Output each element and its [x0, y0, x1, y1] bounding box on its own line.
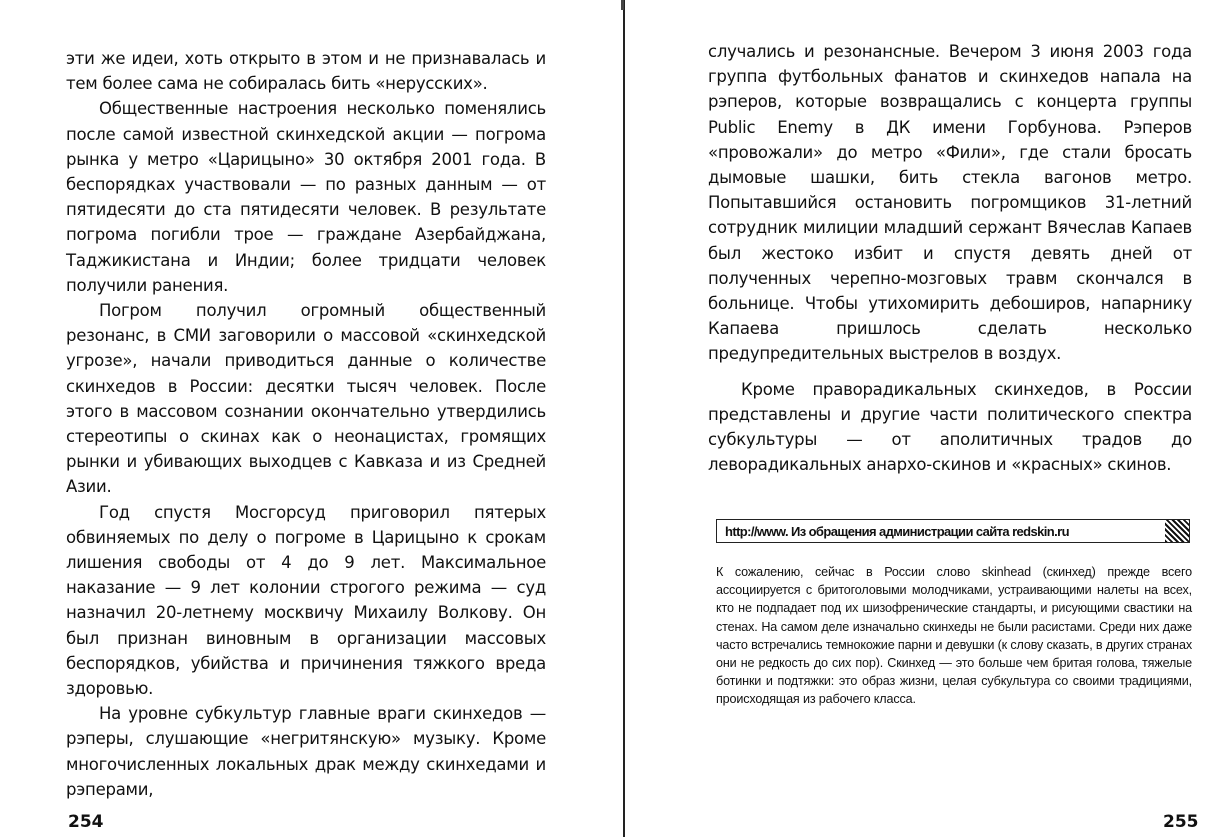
- quote-source-box: [716, 519, 1190, 543]
- quote-text: К сожалению, сейчас в России слово skinhead (скинхед) прежде всего ассоциируется с бритоголовыми молодчиками, устраивающими налеты на всех, кто не подпадает под их шизофренические стандарты, и рисующими свастики на стенах. На самом деле изначально скинхеды не были расистами. Среди них даже часто встречались темнокожие парни и девушки (к слову сказать, в других странах они не редкость до сих пор). Скинхед — это больше чем бритая голова, тяжелые ботинки и подтяжки: это образ жизни, целая субкультура со своими традициями, происходящая из рабочего класса.: [716, 565, 1192, 707]
- page-number-right: 255: [1163, 812, 1199, 832]
- paragraph: Общественные настроения несколько поменялись после самой известной скинхедской акции — погрома рынка у метро «Царицыно» 30 октября 2001 года. В беспорядках участвовали — по разных данным — от пятидесяти до ста пятидесяти человек. В результате погрома погибли трое — граждане Азербайджана, Таджикистана и Индии; более тридцати человек получили ранения.: [66, 99, 546, 295]
- right-page-text: [708, 39, 1192, 477]
- book-spine: [623, 0, 625, 837]
- quote-marker-icon: [1165, 520, 1189, 542]
- paragraph: эти же идеи, хоть открыто в этом и не признавалась и тем более сама не собиралась бить «нерусских».: [66, 49, 546, 94]
- left-page-text: [66, 46, 546, 802]
- paragraph: Погром получил огромный общественный резонанс, в СМИ заговорили о массовой «скинхедской угрозе», начали приводиться данные о количестве скинхедов в России: десятки тысяч человек. После этого в массовом сознании окончательно утвердились стереотипы о скинах как о неонацистах, громящих рынки и убивающих выходцев с Кавказа и из Средней Азии.: [66, 301, 546, 497]
- spine-top-mark: [621, 0, 624, 10]
- quote-heading: http://www. Из обращения администрации сайта redskin.ru: [725, 523, 1069, 539]
- paragraph: случались и резонансные. Вечером 3 июня 2003 года группа футбольных фанатов и скинхедов напала на рэперов, которые возвращались с концерта группы Public Enemy в ДК имени Горбунова. Рэперов «провожали» до метро «Фили», где стали бросать дымовые шашки, бить стекла вагонов метро. Попытавшийся остановить погромщиков 31-летний сотрудник милиции младший сержант Вячеслав Капаев был жестоко избит и спустя девять дней от полученных черепно-мозговых травм скончался в больнице. Чтобы утихомирить дебоширов, напарнику Капаева пришлось сделать несколько предупредительных выстрелов в воздух.: [708, 42, 1192, 364]
- paragraph: Год спустя Мосгорсуд приговорил пятерых обвиняемых по делу о погроме в Царицыно к срокам лишения свободы от 4 до 9 лет. Максимальное наказание — 9 лет колонии строгого режима — суд назначил 20-летнему москвичу Михаилу Волкову. Он был признан виновным в организации массовых беспорядков, убийства и причинения тяжкого вреда здоровью.: [66, 502, 546, 699]
- paragraph: Кроме праворадикальных скинхедов, в России представлены и другие части политического спектра субкультуры — от аполитичных традов до леворадикальных анархо-скинов и «красных» скинов.: [708, 379, 1192, 475]
- paragraph: На уровне субкультур главные враги скинхедов — рэперы, слушающие «негритянскую» музыку. Кроме многочисленных локальных драк между скинхедами и рэперами,: [66, 704, 546, 799]
- page-number-left: 254: [68, 812, 104, 832]
